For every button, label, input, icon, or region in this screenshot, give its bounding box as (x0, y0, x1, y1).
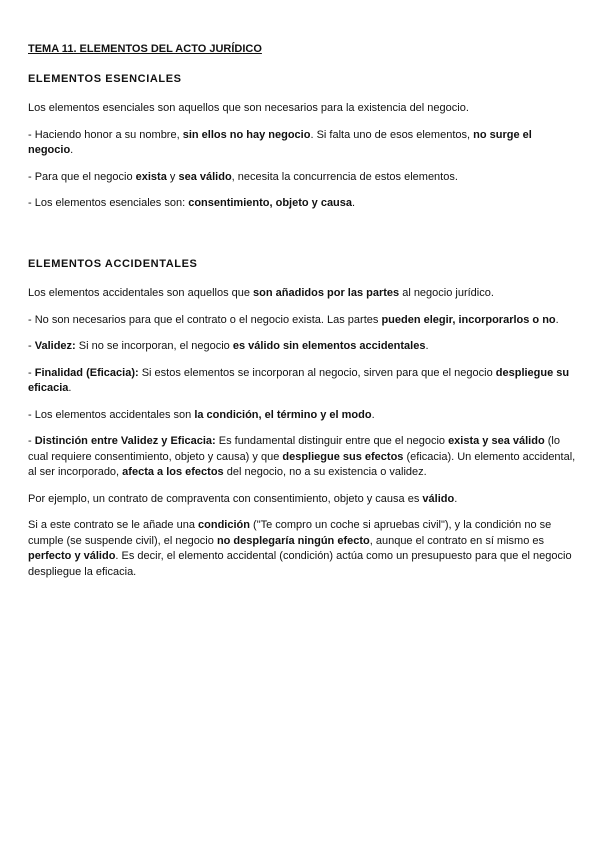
text-run: - (28, 435, 35, 447)
text-run: Los elementos esenciales son aquellos que son necesarios para la existencia del negocio. (28, 102, 469, 114)
section-body-accidentales (28, 286, 576, 580)
text-run: - Los elementos esenciales son: (28, 197, 189, 209)
bold-text: son añadidos por las partes (253, 287, 400, 299)
section-heading-accidentales: ELEMENTOS ACCIDENTALES (28, 257, 198, 270)
bold-text: condición (198, 519, 250, 531)
bold-text: es válido sin elementos accidentales (232, 340, 426, 352)
text-run: del negocio, no a su existencia o validez. (223, 466, 427, 478)
bold-text: despliegue su eficacia (28, 366, 570, 394)
text-run: Si no se incorporan, el negocio (75, 340, 233, 352)
bold-text: consentimiento, objeto y causa (188, 197, 353, 209)
paragraph (28, 339, 576, 355)
bold-text: la condición, el término y el modo (194, 408, 372, 421)
text-run: . Es decir, el elemento accidental (condición) actúa como un presupuesto para que el negocio despliegue la eficacia. (28, 550, 572, 578)
section-body-esenciales (28, 101, 576, 212)
paragraph (28, 101, 576, 117)
paragraph (28, 313, 576, 329)
bold-text: pueden elegir, incorporarlos o no (381, 313, 556, 326)
text-run: , necesita la concurrencia de estos elementos. (231, 170, 458, 183)
document-title: TEMA 11. ELEMENTOS DEL ACTO JURÍDICO (28, 43, 262, 55)
text-run: . (425, 340, 429, 352)
bold-text: sea válido (178, 170, 232, 183)
text-run: . (70, 144, 74, 156)
text-run: ("Te compro un coche si apruebas civil"), y la condición no se cumple (se suspende civil), el negocio (28, 519, 552, 547)
text-run: - Haciendo honor a su nombre, (28, 128, 183, 141)
text-run: Los elementos accidentales son aquellos que (28, 287, 254, 299)
text-run: - Los elementos accidentales son (28, 408, 195, 421)
text-run: Si estos elementos se incorporan al negocio, sirven para que el negocio (138, 366, 496, 379)
paragraph (28, 286, 576, 302)
text-run: - Para que el negocio (28, 170, 136, 183)
text-run: - No son necesarios para que el contrato o el negocio exista. Las partes (28, 313, 382, 326)
bold-text: afecta a los efectos (122, 466, 224, 478)
text-run: al negocio jurídico. (399, 287, 494, 299)
bold-text: perfecto y válido (28, 550, 116, 562)
text-run: . (371, 408, 375, 421)
paragraph (28, 518, 576, 580)
bold-text: sin ellos no hay negocio (182, 128, 311, 141)
bold-text: no surge el negocio (28, 128, 532, 156)
text-run: - (28, 340, 35, 352)
paragraph (28, 492, 576, 508)
section-spacer (28, 223, 576, 257)
paragraph (28, 366, 576, 397)
bold-text: exista y sea válido (448, 435, 545, 447)
text-run: (eficacia). Un elemento accidental, al ser incorporado, (28, 450, 576, 478)
text-run: . Si falta uno de esos elementos, (310, 128, 474, 141)
bold-text: válido (422, 492, 455, 505)
bold-text: exista (135, 170, 167, 183)
text-run: Es fundamental distinguir entre que el negocio (215, 435, 449, 447)
paragraph (28, 128, 576, 159)
text-run: Si a este contrato se le añade una (28, 519, 199, 531)
text-run: Por ejemplo, un contrato de compraventa con consentimiento, objeto y causa es (28, 492, 423, 505)
bold-text: Distinción entre Validez y Eficacia: (34, 435, 216, 447)
bold-text: no desplegaría ningún efecto (216, 534, 370, 547)
text-run: . (555, 313, 559, 326)
text-run: (lo cual requiere consentimiento, objeto y causa) y que (28, 435, 560, 463)
text-run: . (68, 382, 72, 394)
document-page (28, 42, 576, 591)
text-run: - (28, 366, 35, 379)
paragraph (28, 408, 576, 424)
paragraph (28, 434, 576, 481)
section-heading-esenciales: ELEMENTOS ESENCIALES (28, 72, 182, 85)
bold-text: Finalidad (Eficacia): (34, 366, 139, 379)
text-run: y (166, 170, 179, 183)
paragraph (28, 196, 576, 212)
paragraph (28, 170, 576, 186)
text-run: . (454, 492, 458, 505)
bold-text: Validez: (34, 340, 76, 352)
text-run: . (352, 197, 356, 209)
bold-text: despliegue sus efectos (282, 450, 404, 463)
text-run: , aunque el contrato en sí mismo es (369, 534, 544, 547)
